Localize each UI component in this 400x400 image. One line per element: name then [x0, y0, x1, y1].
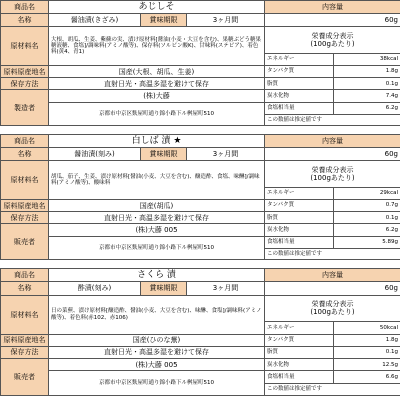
ingredients-text: 日の菜蕪、漬け原材料[醸造酢、醤油(小麦、大豆を含む)、味醂、食塩]/調味料(アミノ酸等)、着色料(赤102、赤106) [49, 295, 265, 334]
maker-company: (株)大藤 005 [49, 224, 265, 236]
product-name-header: 商品名 [1, 1, 49, 14]
nutrient-value: 0.1g [334, 346, 400, 358]
expiry-value: 3ヶ月間 [187, 282, 265, 295]
expiry-label: 賞味期限 [141, 148, 187, 161]
nutrient-value: 29kcal [334, 187, 400, 199]
ingredients-text: 胡瓜、茄子、生姜、漬け原材料[醤油(小麦、大豆を含む)、醸造酢、食塩、味醂]/調味料(アミノ酸等)、酸味料 [49, 161, 265, 200]
label-table-1 [0, 0, 400, 126]
product-title: 白しば 漬 ★ [49, 135, 265, 148]
product-title: さくら 漬 [49, 269, 265, 282]
nutrition-title: 栄養成分表示 (100gあたり) [265, 27, 400, 53]
nutrient-name: タンパク質 [265, 66, 334, 78]
origin-label: 原料原産地名 [1, 200, 49, 212]
nutrient-name: 炭水化物 [265, 90, 334, 102]
name-value: 醤油漬(刻み) [49, 148, 141, 161]
nutrient-name: タンパク質 [265, 200, 334, 212]
expiry-label: 賞味期限 [141, 282, 187, 295]
expiry-value: 3ヶ月間 [187, 14, 265, 27]
content-header: 内容量 [265, 269, 400, 282]
content-header: 内容量 [265, 1, 400, 14]
maker-company: (株)大藤 005 [49, 359, 265, 371]
nutrition-note: この数値は推定値です [265, 114, 400, 125]
nutrient-value: 5.89g [334, 236, 400, 248]
maker-label: 製造者 [1, 90, 49, 126]
nutrient-name: 脂質 [265, 346, 334, 358]
nutrient-value: 6.2g [334, 102, 400, 114]
nutrition-title: 栄養成分表示 (100gあたり) [265, 161, 400, 187]
nutrient-value: 0.7g [334, 200, 400, 212]
product-title: あじしそ [49, 1, 265, 14]
origin-label: 原料原産地名 [1, 66, 49, 78]
ingredients-label: 原材料名 [1, 161, 49, 200]
label-table-3 [0, 268, 400, 396]
nutrient-name: 炭水化物 [265, 224, 334, 236]
maker-label: 販売者 [1, 224, 49, 260]
nutrient-name: タンパク質 [265, 334, 334, 346]
origin-value: 国産(胡瓜) [49, 200, 265, 212]
storage-label: 保存方法 [1, 78, 49, 90]
ingredients-text: 大根、胡瓜、生姜、紫蘇の実、漬け原材料[醤油(小麦・大豆を含む)、果糖ぶどう糖果糖液糖、食塩]/調味料(アミノ酸等)、保存料(ソルビン酸K)、甘味料(ステビア)、着色料(黄4、青1) [49, 27, 265, 66]
nutrition-note: この数値は推定値です [265, 248, 400, 259]
maker-address: 京都市中京区麩屋町通り錦小路下ル桝屋町510 [49, 236, 265, 259]
storage-value: 直射日光・高温多湿を避けて保存 [49, 212, 265, 224]
ingredients-label: 原材料名 [1, 295, 49, 334]
nutrient-name: 脂質 [265, 212, 334, 224]
ingredients-label: 原材料名 [1, 27, 49, 66]
nutrition-title: 栄養成分表示 (100gあたり) [265, 295, 400, 322]
storage-value: 直射日光・高温多湿を避けて保存 [49, 346, 265, 358]
storage-label: 保存方法 [1, 212, 49, 224]
nutrient-name: 脂質 [265, 78, 334, 90]
storage-label: 保存方法 [1, 346, 49, 358]
product-name-header: 商品名 [1, 269, 49, 282]
weight-value: 60g [265, 14, 400, 27]
nutrient-value: 7.4g [334, 90, 400, 102]
weight-value: 60g [265, 282, 400, 295]
content-header: 内容量 [265, 135, 400, 148]
storage-value: 直射日光・高温多湿を避けて保存 [49, 78, 265, 90]
nutrient-value: 50kcal [334, 322, 400, 334]
nutrient-name: 炭水化物 [265, 359, 334, 371]
nutrient-value: 38kcal [334, 53, 400, 65]
name-label: 名称 [1, 282, 49, 295]
nutrient-name: エネルギー [265, 53, 334, 65]
expiry-value: 3ヶ月間 [187, 148, 265, 161]
nutrition-note: この数値は推定値です [265, 383, 400, 395]
nutrient-name: エネルギー [265, 322, 334, 334]
nutrient-value: 1.8g [334, 66, 400, 78]
name-label: 名称 [1, 148, 49, 161]
weight-value: 60g [265, 148, 400, 161]
nutrient-name: エネルギー [265, 187, 334, 199]
maker-label: 販売者 [1, 359, 49, 396]
nutrient-name: 食塩相当量 [265, 236, 334, 248]
maker-company: (株)大藤 [49, 90, 265, 102]
origin-value: 国産(ひのな蕪) [49, 334, 265, 346]
nutrient-value: 12.5g [334, 359, 400, 371]
product-name-header: 商品名 [1, 135, 49, 148]
nutrient-value: 1.8g [334, 334, 400, 346]
maker-address: 京都市中京区麩屋町通り錦小路下ル桝屋町510 [49, 371, 265, 396]
nutrient-value: 0.1g [334, 78, 400, 90]
origin-value: 国産(大根、胡瓜、生姜) [49, 66, 265, 78]
nutrient-name: 食塩相当量 [265, 102, 334, 114]
nutrient-value: 0.1g [334, 212, 400, 224]
nutrient-name: 食塩相当量 [265, 371, 334, 383]
name-value: 酢漬(刻み) [49, 282, 141, 295]
maker-address: 京都市中京区麩屋町通り錦小路下ル桝屋町510 [49, 102, 265, 125]
expiry-label: 賞味期限 [141, 14, 187, 27]
name-label: 名称 [1, 14, 49, 27]
name-value: 醤油漬(きざみ) [49, 14, 141, 27]
nutrient-value: 6.6g [334, 371, 400, 383]
origin-label: 原料原産地名 [1, 334, 49, 346]
label-table-2 [0, 134, 400, 260]
nutrient-value: 6.2g [334, 224, 400, 236]
